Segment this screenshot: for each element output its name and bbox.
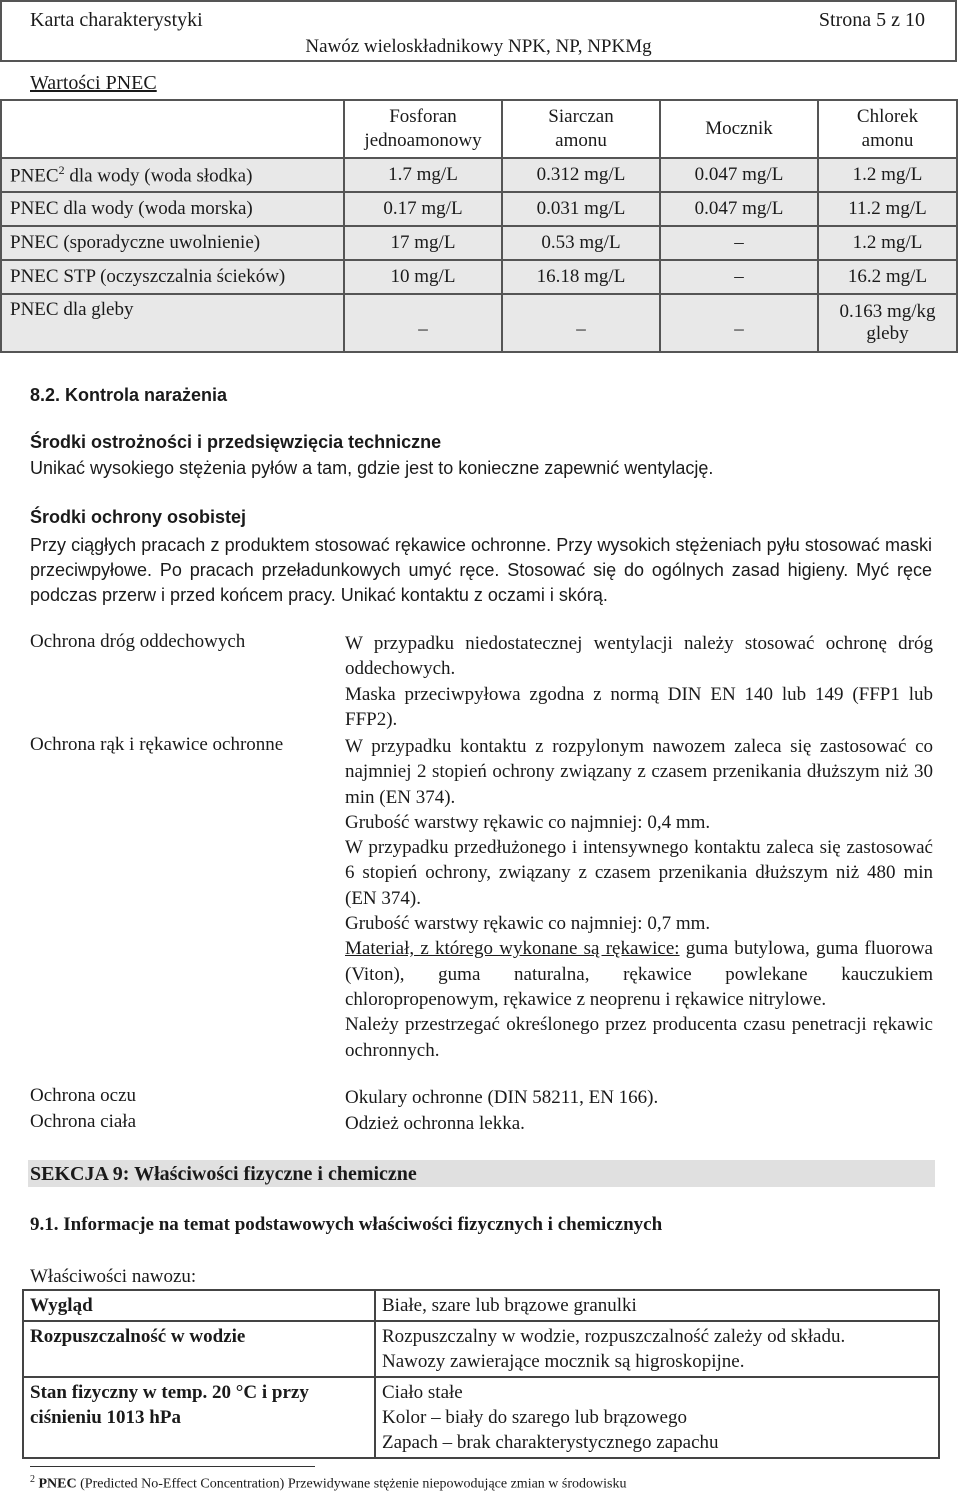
table-cell: 0.53 mg/L bbox=[502, 226, 660, 260]
eye-protection-label: Ochrona oczu bbox=[30, 1085, 137, 1106]
row-label: PNEC$^2$ dla wody (woda słodka) bbox=[1, 158, 344, 192]
text-block: Należy przestrzegać określonego przez producenta czasu penetracji rękawic ochronnych. bbox=[345, 1014, 933, 1061]
table-cell: _ bbox=[660, 294, 818, 352]
text-block: W przypadku niedostatecznej wentylacji należy stosować ochronę dróg oddechowych. bbox=[345, 633, 933, 680]
table-cell: 0.312 mg/L bbox=[502, 158, 660, 192]
column-header: Fosforan jednoamonowy bbox=[344, 100, 502, 158]
hand-protection-text bbox=[345, 734, 933, 1063]
column-header: Chlorek amonu bbox=[818, 100, 957, 158]
table-cell: 0.047 mg/L bbox=[660, 158, 818, 192]
property-name: Wygląd bbox=[23, 1290, 375, 1321]
table-row bbox=[1, 226, 957, 260]
fertilizer-properties-heading: Właściwości nawozu: bbox=[30, 1266, 197, 1287]
page-number: Strona 5 z 10 bbox=[818, 9, 925, 31]
table-cell: – bbox=[660, 260, 818, 294]
property-value: Białe, szare lub brązowe granulki bbox=[375, 1290, 939, 1321]
section-9-1-title: 9.1. Informacje na temat podstawowych właściwości fizycznych i chemicznych bbox=[30, 1214, 663, 1235]
property-value: Ciało stałe Kolor – biały do szarego lub brązowego Zapach – brak charakterystycznego zapachu bbox=[375, 1377, 939, 1458]
section-8-2-title: 8.2. Kontrola narażenia bbox=[30, 385, 228, 405]
table-cell: 16.2 mg/L bbox=[818, 260, 957, 294]
technical-measures-text: Unikać wysokiego stężenia pyłów a tam, gdzie jest to konieczne zapewnić wentylację. bbox=[30, 458, 714, 478]
footnote-divider bbox=[30, 1466, 315, 1467]
property-name: Rozpuszczalność w wodzie bbox=[23, 1321, 375, 1377]
table-cell: – bbox=[660, 226, 818, 260]
column-header: Siarczan amonu bbox=[502, 100, 660, 158]
table-cell: 17 mg/L bbox=[344, 226, 502, 260]
table-cell: 1.7 mg/L bbox=[344, 158, 502, 192]
table-row bbox=[23, 1321, 939, 1377]
pnec-header-row bbox=[1, 100, 957, 158]
footnote: $^2$ PNEC (Predicted No-Effect Concentration) Przewidywane stężenie niepowodujące zmian w środowisku bbox=[30, 1474, 627, 1492]
table-row bbox=[1, 158, 957, 192]
text-block: W przypadku przedłużonego i intensywnego kontaktu zaleca się zastosować 6 stopień ochrony, związany z czasem przenikania dłuższym niż 480 min (EN 374). bbox=[345, 837, 933, 909]
document-type: Karta charakterystyki bbox=[30, 9, 203, 31]
body-protection-text: Odzież ochronna lekka. bbox=[345, 1113, 525, 1134]
table-cell: 0.031 mg/L bbox=[502, 192, 660, 226]
table-cell: 0.047 mg/L bbox=[660, 192, 818, 226]
table-row bbox=[1, 260, 957, 294]
table-cell: 0.163 mg/kg gleby bbox=[818, 294, 957, 352]
table-cell: 11.2 mg/L bbox=[818, 192, 957, 226]
row-label: PNEC (sporadyczne uwolnienie) bbox=[1, 226, 344, 260]
section-9-title: SEKCJA 9: Właściwości fizyczne i chemiczne bbox=[28, 1160, 935, 1187]
pnec-corner-cell bbox=[1, 100, 344, 158]
technical-measures-title: Środki ostrożności i przedsięwzięcia techniczne bbox=[30, 432, 442, 452]
product-name: Nawóz wieloskładnikowy NPK, NP, NPKMg bbox=[305, 36, 652, 57]
body-protection-label: Ochrona ciała bbox=[30, 1111, 137, 1132]
table-cell: 1.2 mg/L bbox=[818, 226, 957, 260]
table-cell: _ bbox=[502, 294, 660, 352]
column-header: Mocznik bbox=[660, 100, 818, 158]
pnec-heading: Wartości PNEC bbox=[30, 72, 157, 94]
table-row bbox=[1, 192, 957, 226]
table-cell: 10 mg/L bbox=[344, 260, 502, 294]
personal-protection-text: Przy ciągłych pracach z produktem stosować rękawice ochronne. Przy wysokich stężeniach pyłu stosować maski przeciwpyłowe. Po pracach przeładunkowych umyć ręce. Stosować się do ogólnych zasad higieny. Myć ręce podczas przerw i przed końcem pracy. Unikać kontaktu z oczami i skórą. bbox=[30, 535, 932, 605]
text-block: W przypadku kontaktu z rozpylonym nawozem zaleca się zastosować co najmniej 2 stopień ochrony związany z czasem przenikania dłuższym niż 30 min (EN 374). bbox=[345, 736, 933, 808]
table-cell: 16.18 mg/L bbox=[502, 260, 660, 294]
pnec-table bbox=[0, 99, 958, 353]
text-block: Grubość warstwy rękawic co najmniej: 0,7 mm. bbox=[345, 913, 711, 935]
personal-protection-title: Środki ochrony osobistej bbox=[30, 507, 247, 527]
eye-protection-text: Okulary ochronne (DIN 58211, EN 166). bbox=[345, 1087, 659, 1108]
text-block: Maska przeciwpyłowa zgodna z normą DIN EN 140 lub 149 (FFP1 lub FFP2). bbox=[345, 683, 933, 730]
row-label: PNEC dla wody (woda morska) bbox=[1, 192, 344, 226]
respiratory-protection-text bbox=[345, 631, 933, 732]
row-label: PNEC STP (oczyszczalnia ścieków) bbox=[1, 260, 344, 294]
respiratory-protection-label: Ochrona dróg oddechowych bbox=[30, 631, 246, 652]
row-label: PNEC dla gleby bbox=[1, 294, 344, 352]
glove-material-text: Materiał, z którego wykonane są rękawice: guma butylowa, guma fluorowa (Viton), guma naturalna, rękawice powlekane kauczukiem chloropropenowym, rękawice z neoprenu i rękawice nitrylowe. bbox=[345, 938, 933, 1010]
hand-protection-label: Ochrona rąk i rękawice ochronne bbox=[30, 734, 284, 755]
table-row bbox=[1, 294, 957, 352]
table-cell: _ bbox=[344, 294, 502, 352]
properties-table bbox=[22, 1289, 940, 1459]
property-name: Stan fizyczny w temp. 20 °C i przy ciśnieniu 1013 hPa bbox=[23, 1377, 375, 1458]
table-cell: 1.2 mg/L bbox=[818, 158, 957, 192]
text-block: Grubość warstwy rękawic co najmniej: 0,4 mm. bbox=[345, 811, 711, 833]
table-row bbox=[23, 1290, 939, 1321]
page-header bbox=[0, 0, 957, 62]
table-row bbox=[23, 1377, 939, 1458]
property-value: Rozpuszczalny w wodzie, rozpuszczalność zależy od składu. Nawozy zawierające mocznik są higroskopijne. bbox=[375, 1321, 939, 1377]
table-cell: 0.17 mg/L bbox=[344, 192, 502, 226]
